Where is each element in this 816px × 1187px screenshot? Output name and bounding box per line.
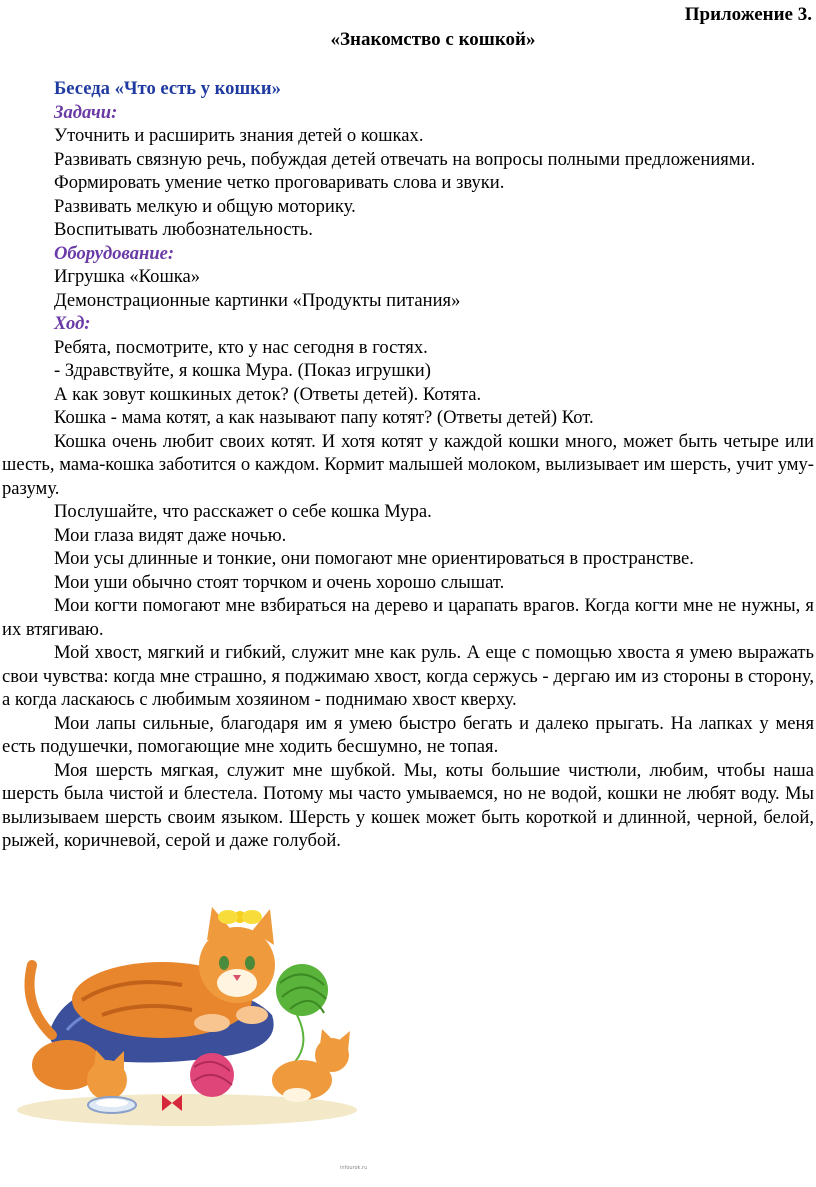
mother-cat-eye — [245, 956, 255, 970]
mother-cat-muzzle — [217, 969, 257, 997]
process-paragraph: Мои когти помогают мне взбираться на дерево и царапать врагов. Когда когти мне не нужны, я их втягиваю. — [2, 595, 814, 640]
process-paragraph: Ребята, посмотрите, кто у нас сегодня в гостях. — [54, 336, 428, 358]
task-item: Уточнить и расширить знания детей о кошках. — [54, 125, 424, 146]
process-paragraph: - Здравствуйте, я кошка Мура. (Показ игрушки) — [54, 360, 431, 381]
equipment-heading: Оборудование: — [54, 242, 175, 264]
task-item: Формировать умение четко проговаривать слова и звуки. — [54, 172, 505, 193]
bow-right — [242, 910, 262, 924]
process-paragraph: Мои лапы сильные, благодаря им я умею быстро бегать и далеко прыгать. На лапках у меня есть подушечки, помогающие мне ходить бесшумно, не топая. — [2, 712, 814, 757]
process-paragraph: Моя шерсть мягкая, служит мне шубкой. Мы, коты большие чистюли, любим, чтобы наша шерсть была чистой и блестела. Потому мы часто умываемся, но не водой, кошки не любят воду. Мы вылизываем шерсть своим языком. Шерсть у кошек может быть короткой и длинной, черной, белой, рыжей, коричневой, серой и даже голубой. — [2, 759, 814, 851]
process-paragraph: Кошка - мама котят, а как называют папу котят? (Ответы детей) Кот. — [54, 407, 594, 428]
kitten-tail — [30, 965, 53, 1035]
document-body — [2, 77, 814, 853]
cat-family-illustration-icon — [12, 905, 362, 1130]
page-title: «Знакомство с кошкой» — [330, 29, 536, 50]
subtitle-text: Беседа «Что есть у кошки» — [54, 78, 281, 99]
appendix-label: Приложение 3. — [684, 4, 812, 25]
process-paragraph: А как зовут кошкиных деток? (Ответы детей). Котята. — [54, 383, 482, 405]
task-item: Развивать связную речь, побуждая детей отвечать на вопросы полными предложениями. — [54, 148, 756, 170]
task-item: Воспитывать любознательность. — [54, 219, 313, 240]
footer-watermark: infourok.ru — [340, 1165, 368, 1171]
tasks-heading: Задачи: — [54, 101, 118, 123]
mother-cat-eye — [219, 956, 229, 970]
kitten-right-belly — [283, 1088, 311, 1102]
equipment-item: Игрушка «Кошка» — [54, 266, 201, 287]
milk — [96, 1099, 128, 1107]
process-paragraph: Мои усы длинные и тонкие, они помогают мне ориентироваться в пространстве. — [54, 548, 694, 569]
bow-left — [218, 910, 238, 924]
mother-cat-paw — [194, 1014, 230, 1032]
process-paragraph: Мой хвост, мягкий и гибкий, служит мне как руль. А еще с помощью хвоста я умею выражать свои чувства: когда мне страшно, я поджимаю хвост, когда сержусь - дергаю им из стороны в сторону, а когда ласкаюсь с любимым хозяином - поднимаю хвост кверху. — [2, 642, 814, 710]
equipment-item: Демонстрационные картинки «Продукты питания» — [54, 289, 461, 311]
process-paragraph: Послушайте, что расскажет о себе кошка Мура. — [54, 501, 432, 522]
process-paragraph: Мои глаза видят даже ночью. — [54, 524, 287, 546]
process-heading: Ход: — [54, 313, 91, 334]
green-yarn-thread — [292, 1015, 303, 1065]
process-paragraph: Мои уши обычно стоят торчком и очень хорошо слышат. — [54, 571, 505, 593]
mother-cat-paw — [236, 1006, 268, 1024]
lesson-subtitle — [2, 77, 814, 101]
process-paragraph: Кошка очень любит своих котят. И хотя котят у каждой кошки много, может быть четыре или шесть, мама-кошка заботится о каждом. Кормит малышей молоком, вылизывает им шерсть, учит уму-разуму. — [2, 430, 814, 499]
task-item: Развивать мелкую и общую моторику. — [54, 195, 356, 217]
